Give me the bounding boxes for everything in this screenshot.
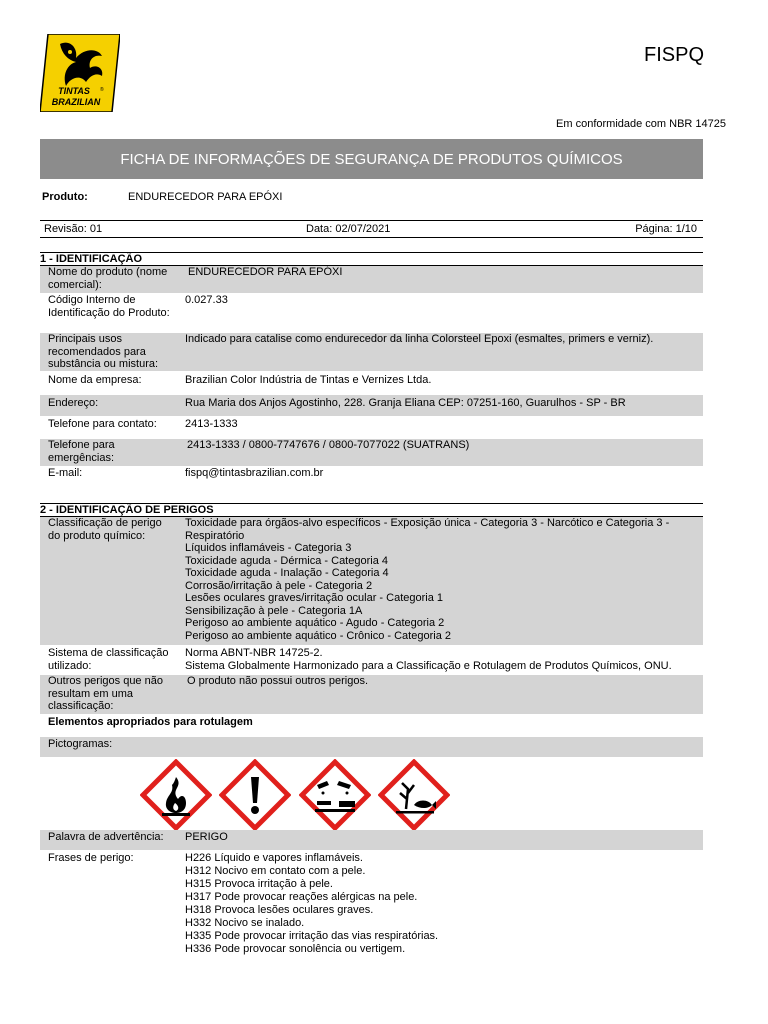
system-line: Norma ABNT-NBR 14725-2. xyxy=(185,647,323,659)
table-row xyxy=(40,517,703,645)
field-label: Nome do produto (nome comercial): xyxy=(48,266,168,291)
document-type: FISPQ xyxy=(643,44,704,66)
classification-line: Sensibilização à pele - Categoria 1A xyxy=(185,604,363,617)
field-label: Telefone para contato: xyxy=(48,418,157,430)
field-label: Endereço: xyxy=(48,397,99,409)
field-label: Pictogramas: xyxy=(48,738,113,750)
classification-line: Toxicidade aguda - Inalação - Categoria 4 xyxy=(185,567,389,579)
exclamation-icon xyxy=(219,759,291,831)
hazard-phrase: H226 Líquido e vapores inflamáveis. xyxy=(185,852,363,864)
classification-line: Toxicidade para órgãos-alvo específicos - Exposição única - Categoria 3 - Narcótico e Categoria 3 - xyxy=(185,517,670,529)
classification-line: Perigoso ao ambiente aquático - Agudo - Categoria 2 xyxy=(185,617,445,629)
field-label: Telefone para emergências: xyxy=(48,439,115,464)
system-list xyxy=(185,647,703,672)
classification-line: Corrosão/irritação à pele - Categoria 2 xyxy=(185,579,373,592)
table-row xyxy=(40,418,703,438)
hazard-phrase: H312 Nocivo em contato com a pele. xyxy=(185,865,366,877)
classification-line: Perigoso ao ambiente aquático - Crônico - Categoria 2 xyxy=(185,629,451,642)
classification-line: Toxicidade aguda - Dérmica - Categoria 4 xyxy=(185,554,388,567)
field-label: Outros perigos que não resultam em uma classificação: xyxy=(48,675,163,712)
hazard-phrase: H335 Pode provocar irritação das vias respiratórias. xyxy=(185,930,439,942)
field-label: Classificação de perigo do produto químico: xyxy=(48,517,162,542)
table-row xyxy=(40,439,703,466)
field-value: fispq@tintasbrazilian.com.br xyxy=(185,467,324,479)
field-label: Nome da empresa: xyxy=(48,374,142,386)
table-row xyxy=(40,266,703,293)
field-value: 0.027.33 xyxy=(185,294,228,306)
field-label: E-mail: xyxy=(48,467,83,479)
classification-line: Líquidos inflamáveis - Categoria 3 xyxy=(185,542,352,554)
field-value: 2413-1333 / 0800-7747676 / 0800-7077022 (SUATRANS) xyxy=(187,439,470,451)
table-row xyxy=(40,737,703,757)
logo-line2: BRAZILIAN xyxy=(51,97,101,107)
field-value: O produto não possui outros perigos. xyxy=(187,675,369,687)
table-row xyxy=(40,852,703,956)
section-1-title: 1 - IDENTIFICAÇÃO xyxy=(40,252,703,266)
product-label: Produto: xyxy=(42,191,88,203)
table-row xyxy=(40,647,703,674)
field-value: Brazilian Color Indústria de Tintas e Vernizes Ltda. xyxy=(185,374,432,386)
field-label: Palavra de advertência: xyxy=(48,831,164,843)
field-value: Rua Maria dos Anjos Agostinho, 228. Granja Eliana CEP: 07251-160, Guarulhos - SP - BR xyxy=(185,397,626,409)
hazard-phrase: H318 Provoca lesões oculares graves. xyxy=(185,904,374,916)
table-row xyxy=(40,675,703,714)
signal-word: PERIGO xyxy=(185,831,228,843)
ghs-pictograms xyxy=(140,759,460,831)
hazard-phrase-list xyxy=(185,852,703,956)
hazard-phrase: H315 Provoca irritação à pele. xyxy=(185,878,333,890)
classification-line: Respiratório xyxy=(185,529,245,542)
hazard-phrase: H332 Nocivo se inalado. xyxy=(185,917,305,929)
field-label: Frases de perigo: xyxy=(48,852,134,864)
corrosion-icon xyxy=(299,759,371,831)
field-label: Código Interno de Identificação do Produto: xyxy=(48,294,170,319)
field-value: ENDURECEDOR PARA EPÓXI xyxy=(188,266,343,278)
environment-icon xyxy=(378,759,450,831)
classification-line: Lesões oculares graves/irritação ocular - Categoria 1 xyxy=(185,592,444,604)
field-label: Sistema de classificação utilizado: xyxy=(48,647,169,672)
revision-date: Data: 02/07/2021 xyxy=(306,223,391,235)
hazard-phrase: H317 Pode provocar reações alérgicas na pele. xyxy=(185,891,418,903)
conformity-note: Em conformidade com NBR 14725 xyxy=(556,118,726,130)
brand-logo xyxy=(40,34,120,112)
revision-number: Revisão: 01 xyxy=(44,223,103,235)
table-row xyxy=(40,374,703,394)
product-name: ENDURECEDOR PARA EPÓXI xyxy=(128,191,283,203)
logo-line1: TINTAS xyxy=(58,86,90,96)
hazard-phrase: H336 Pode provocar sonolência ou vertigem. xyxy=(185,943,406,955)
field-label: Principais usos recomendados para substância ou mistura: xyxy=(48,333,159,370)
table-row xyxy=(40,294,703,332)
table-row xyxy=(40,395,703,416)
section-2-title: 2 - IDENTIFICAÇÃO DE PERIGOS xyxy=(40,503,703,517)
table-row xyxy=(40,467,703,483)
table-row xyxy=(40,830,703,850)
labeling-elements-title: Elementos apropriados para rotulagem xyxy=(48,716,253,728)
flame-icon xyxy=(140,759,212,831)
table-row xyxy=(40,333,703,371)
classification-list xyxy=(185,517,703,642)
logo-mark: ® xyxy=(100,87,104,93)
page-number: Página: 1/10 xyxy=(635,223,697,235)
document-banner: FICHA DE INFORMAÇÕES DE SEGURANÇA DE PRODUTOS QUÍMICOS xyxy=(40,139,703,179)
revision-bar xyxy=(40,220,703,238)
field-value: Indicado para catalise como endurecedor da linha Colorsteel Epoxi (esmaltes, primers e verniz). xyxy=(185,333,654,345)
system-line: Sistema Globalmente Harmonizado para a Classificação e Rotulagem de Produtos Químicos, ONU. xyxy=(185,659,672,672)
field-value: 2413-1333 xyxy=(185,418,238,430)
